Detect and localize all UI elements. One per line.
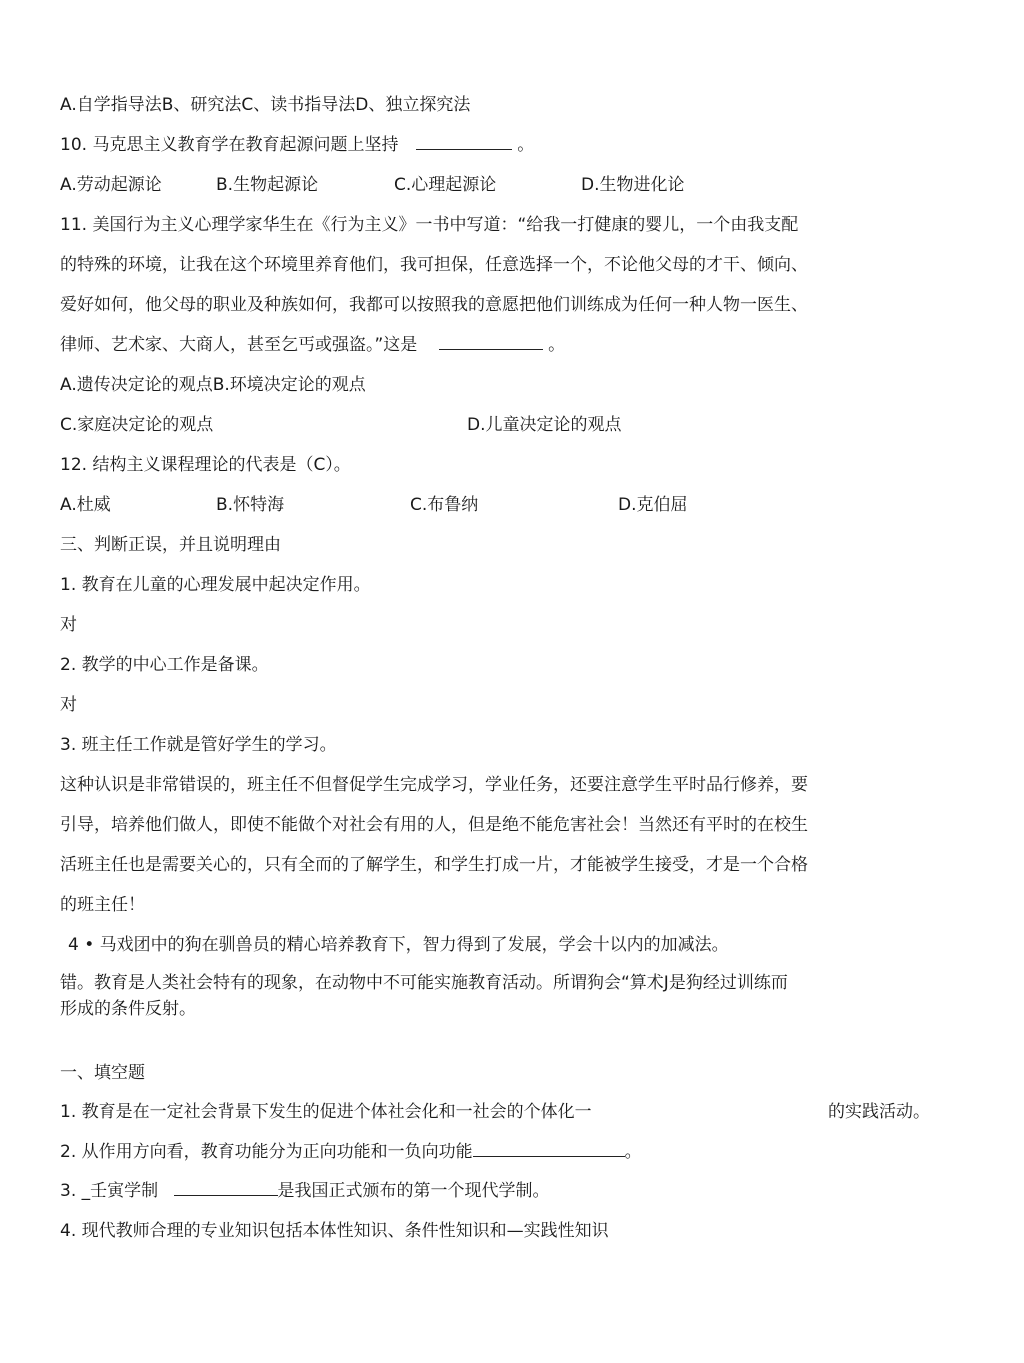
answer-blank: [439, 335, 543, 350]
judgement-answer: 错。教育是人类社会特有的现象，在动物中不可能实施教育活动。所谓狗会“算术J是狗经过训练而: [60, 973, 788, 993]
fill-question: [60, 1141, 642, 1163]
option-c: C.家庭决定论的观点: [60, 415, 214, 435]
option-b: B.生物起源论: [216, 175, 319, 195]
section-heading: 三、判断正误，并且说明理由: [60, 535, 281, 555]
option-line: A.遗传决定论的观点B.环境决定论的观点: [60, 375, 366, 395]
question-11-line: 11. 美国行为主义心理学家华生在《行为主义》一书中写道：“给我一打健康的婴儿，一个由我支配: [60, 215, 799, 235]
question-11-line: [60, 334, 565, 356]
question-text: 10. 马克思主义教育学在教育起源问题上坚持: [60, 135, 399, 155]
fill-question-end: 的实践活动。: [828, 1102, 930, 1122]
judgement-answer: 这种认识是非常错误的，班主任不但督促学生完成学习，学业任务，还要注意学生平时品行修养，要: [60, 775, 808, 795]
question-text: 律师、艺术家、大商人，甚至乞丐或强盗。”这是: [60, 335, 418, 355]
option-a: A.劳动起源论: [60, 175, 162, 195]
fill-question: [60, 1180, 550, 1202]
judgement-question: 3. 班主任工作就是管好学生的学习。: [60, 735, 337, 755]
answer-blank: [473, 1142, 625, 1157]
question-end: 。: [517, 135, 535, 155]
fill-question: 4. 现代教师合理的专业知识包括本体性知识、条件性知识和—实践性知识: [60, 1221, 609, 1241]
option-c: C.心理起源论: [394, 175, 497, 195]
judgement-answer: 对: [60, 695, 77, 715]
judgement-answer: 的班主任！: [60, 895, 145, 915]
question-end: 是我国正式颁布的第一个现代学制。: [277, 1181, 550, 1201]
option-c: C.布鲁纳: [410, 495, 479, 515]
answer-blank: [416, 135, 512, 150]
judgement-answer: 形成的条件反射。: [60, 999, 196, 1019]
judgement-question: 4 • 马戏团中的狗在驯兽员的精心培养教育下，智力得到了发展，学会十以内的加减法。: [68, 935, 729, 955]
question-11-line: 爱好如何，他父母的职业及种族如何，我都可以按照我的意愿把他们训练成为任何一种人物一医生、: [60, 295, 808, 315]
option-d: D.儿童决定论的观点: [467, 415, 622, 435]
judgement-question: 1. 教育在儿童的心理发展中起决定作用。: [60, 575, 371, 595]
judgement-answer: 活班主任也是需要关心的，只有全而的了解学生，和学生打成一片，才能被学生接受，才是一个合格: [60, 855, 808, 875]
answer-blank: [174, 1181, 278, 1196]
option-a: A.杜威: [60, 495, 111, 515]
judgement-answer: 引导，培养他们做人，即使不能做个对社会有用的人，但是绝不能危害社会！当然还有平时的在校生: [60, 815, 808, 835]
question-end: 。: [548, 335, 566, 355]
question-end: 。: [624, 1142, 642, 1162]
option-d: D.克伯屈: [618, 495, 688, 515]
judgement-answer: 对: [60, 615, 77, 635]
question-text: 3. _壬寅学制: [60, 1181, 159, 1201]
option-b: B.怀特海: [216, 495, 285, 515]
question-12: 12. 结构主义课程理论的代表是（C）。: [60, 455, 351, 475]
question-10: [60, 134, 534, 156]
judgement-question: 2. 教学的中心工作是备课。: [60, 655, 269, 675]
question-text: 2. 从作用方向看，教育功能分为正向功能和一负向功能: [60, 1142, 473, 1162]
question-11-line: 的特殊的环境，让我在这个环境里养育他们，我可担保，任意选择一个，不论他父母的才干、倾向、: [60, 255, 808, 275]
option-line: A.自学指导法B、研究法C、读书指导法D、独立探究法: [60, 95, 471, 115]
option-d: D.生物进化论: [581, 175, 685, 195]
section-heading: 一、填空题: [60, 1063, 145, 1083]
fill-question: 1. 教育是在一定社会背景下发生的促进个体社会化和一社会的个体化一: [60, 1102, 592, 1122]
